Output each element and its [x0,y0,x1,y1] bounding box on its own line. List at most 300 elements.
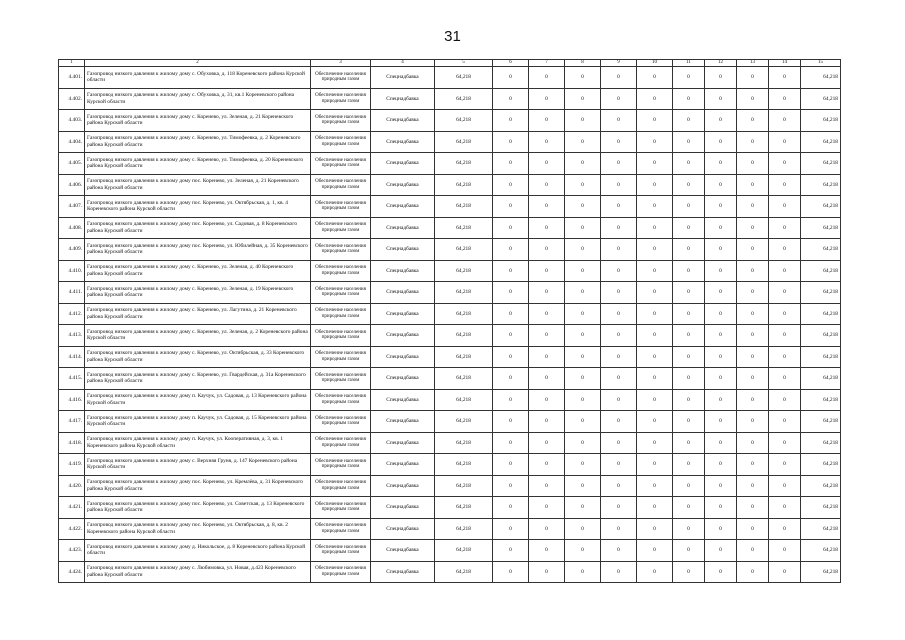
goal-cell: Обеспечение населения природным газом [311,260,371,282]
value-cell: 0 [529,475,565,497]
value-cell: 64,218 [435,260,493,282]
total-cell: 64,218 [801,110,841,132]
column-header: 3 [311,60,371,67]
row-number: 4.410. [59,260,85,282]
value-cell: 0 [565,110,601,132]
value-cell: 0 [769,497,801,519]
value-cell: 0 [565,88,601,110]
goal-cell: Обеспечение населения природным газом [311,282,371,304]
value-cell: 0 [769,475,801,497]
value-cell: 0 [493,518,529,540]
table-row [59,217,841,239]
row-number: 4.418. [59,432,85,454]
table-row [59,475,841,497]
value-cell: 0 [565,561,601,583]
table-row [59,540,841,562]
column-header: 8 [565,60,601,67]
value-cell: 0 [601,131,637,153]
value-cell: 0 [601,282,637,304]
funding-source: Спецнадбавка [371,325,435,347]
goal-cell: Обеспечение населения природным газом [311,368,371,390]
table-row [59,110,841,132]
value-cell: 0 [529,454,565,476]
value-cell: 0 [565,389,601,411]
object-name: Газопровод низкого давления к жилому дому п. Каучук, ул. Кооперативная, д. 3, кв. 1 Кореневского района Курской области [85,432,311,454]
table-row [59,131,841,153]
value-cell: 0 [737,325,769,347]
value-cell: 0 [769,454,801,476]
funding-source: Спецнадбавка [371,131,435,153]
funding-source: Спецнадбавка [371,454,435,476]
table-row [59,239,841,261]
value-cell: 0 [637,88,673,110]
value-cell: 0 [705,282,737,304]
total-cell: 64,218 [801,561,841,583]
object-name: Газопровод низкого давления к жилому дому с. Обуховка, д. 31, кв.1 Кореневского района Курской области [85,88,311,110]
total-cell: 64,218 [801,368,841,390]
total-cell: 64,218 [801,303,841,325]
column-header: 13 [737,60,769,67]
column-header: 7 [529,60,565,67]
value-cell: 0 [673,518,705,540]
value-cell: 64,218 [435,368,493,390]
value-cell: 0 [529,153,565,175]
goal-cell: Обеспечение населения природным газом [311,131,371,153]
value-cell: 0 [737,239,769,261]
goal-cell: Обеспечение населения природным газом [311,561,371,583]
row-number: 4.405. [59,153,85,175]
value-cell: 0 [493,131,529,153]
value-cell: 0 [565,540,601,562]
value-cell: 0 [637,239,673,261]
value-cell: 0 [673,67,705,89]
funding-source: Спецнадбавка [371,196,435,218]
value-cell: 64,218 [435,454,493,476]
value-cell: 0 [705,454,737,476]
total-cell: 64,218 [801,411,841,433]
row-number: 4.413. [59,325,85,347]
row-number: 4.403. [59,110,85,132]
value-cell: 0 [705,217,737,239]
value-cell: 0 [493,475,529,497]
value-cell: 0 [737,454,769,476]
value-cell: 0 [565,260,601,282]
value-cell: 0 [637,260,673,282]
table-row [59,174,841,196]
value-cell: 0 [737,131,769,153]
object-name: Газопровод низкого давления к жилому дому с. Коренево, ул. Зеленая, д. 19 Кореневского района Курской области [85,282,311,304]
value-cell: 0 [529,110,565,132]
goal-cell: Обеспечение населения природным газом [311,88,371,110]
value-cell: 0 [769,239,801,261]
value-cell: 0 [601,475,637,497]
value-cell: 0 [565,196,601,218]
value-cell: 0 [637,67,673,89]
value-cell: 0 [493,88,529,110]
funding-source: Спецнадбавка [371,217,435,239]
value-cell: 0 [737,411,769,433]
goal-cell: Обеспечение населения природным газом [311,174,371,196]
value-cell: 0 [493,411,529,433]
value-cell: 0 [493,174,529,196]
value-cell: 0 [705,88,737,110]
value-cell: 0 [493,454,529,476]
value-cell: 0 [737,368,769,390]
value-cell: 0 [673,389,705,411]
value-cell: 0 [493,561,529,583]
total-cell: 64,218 [801,454,841,476]
row-number: 4.416. [59,389,85,411]
value-cell: 0 [737,432,769,454]
value-cell: 0 [565,497,601,519]
value-cell: 0 [601,88,637,110]
row-number: 4.419. [59,454,85,476]
value-cell: 0 [601,67,637,89]
value-cell: 64,218 [435,518,493,540]
goal-cell: Обеспечение населения природным газом [311,497,371,519]
value-cell: 0 [529,282,565,304]
value-cell: 0 [529,196,565,218]
value-cell: 0 [637,411,673,433]
value-cell: 0 [493,282,529,304]
value-cell: 0 [637,217,673,239]
value-cell: 0 [673,497,705,519]
row-number: 4.401. [59,67,85,89]
value-cell: 0 [705,239,737,261]
column-header: 15 [801,60,841,67]
object-name: Газопровод низкого давления к жилому дому с. Коренево, ул. Тимофеевка, д. 2 Кореневского района Курской области [85,131,311,153]
column-header: 9 [601,60,637,67]
value-cell: 0 [637,346,673,368]
row-number: 4.412. [59,303,85,325]
row-number: 4.408. [59,217,85,239]
value-cell: 0 [737,67,769,89]
value-cell: 0 [637,196,673,218]
value-cell: 0 [565,346,601,368]
value-cell: 0 [565,432,601,454]
value-cell: 0 [565,239,601,261]
value-cell: 0 [769,368,801,390]
goal-cell: Обеспечение населения природным газом [311,67,371,89]
value-cell: 64,218 [435,325,493,347]
object-name: Газопровод низкого давления к жилому дому с. Коренево, ул. Тимофеевка, д. 20 Кореневского района Курской области [85,153,311,175]
value-cell: 0 [601,518,637,540]
value-cell: 0 [565,131,601,153]
value-cell: 0 [637,454,673,476]
value-cell: 0 [529,239,565,261]
value-cell: 0 [769,131,801,153]
funding-source: Спецнадбавка [371,239,435,261]
value-cell: 0 [737,196,769,218]
value-cell: 0 [637,303,673,325]
value-cell: 0 [769,217,801,239]
value-cell: 0 [601,346,637,368]
object-name: Газопровод низкого давления к жилому дому пос. Коренево, ул. Октябрьская, д. 8, кв. 2 Кореневского района Курской области [85,518,311,540]
funding-source: Спецнадбавка [371,561,435,583]
value-cell: 0 [601,389,637,411]
total-cell: 64,218 [801,153,841,175]
column-header: 12 [705,60,737,67]
row-number: 4.409. [59,239,85,261]
total-cell: 64,218 [801,346,841,368]
value-cell: 0 [705,110,737,132]
value-cell: 0 [601,497,637,519]
column-header: 2 [85,60,311,67]
value-cell: 0 [493,346,529,368]
total-cell: 64,218 [801,540,841,562]
value-cell: 0 [769,153,801,175]
total-cell: 64,218 [801,131,841,153]
value-cell: 0 [493,260,529,282]
value-cell: 0 [673,88,705,110]
value-cell: 0 [493,67,529,89]
object-name: Газопровод низкого давления к жилому дому с. Коренево, ул. Октябрьская, д. 33 Кореневского района Курской области [85,346,311,368]
value-cell: 0 [705,475,737,497]
value-cell: 0 [637,174,673,196]
value-cell: 0 [637,561,673,583]
row-number: 4.407. [59,196,85,218]
total-cell: 64,218 [801,518,841,540]
object-name: Газопровод низкого давления к жилому дому с. Коренево, ул. Гвардейская, д. 31а Кореневского района Курской области [85,368,311,390]
value-cell: 0 [565,475,601,497]
value-cell: 0 [493,389,529,411]
row-number: 4.417. [59,411,85,433]
goal-cell: Обеспечение населения природным газом [311,518,371,540]
funding-source: Спецнадбавка [371,432,435,454]
goal-cell: Обеспечение населения природным газом [311,432,371,454]
value-cell: 0 [565,217,601,239]
total-cell: 64,218 [801,217,841,239]
value-cell: 0 [493,540,529,562]
object-name: Газопровод низкого давления к жилому дому с. Коренево, ул. Зеленая, д. 40 Кореневского района Курской области [85,260,311,282]
value-cell: 0 [673,174,705,196]
value-cell: 0 [529,67,565,89]
value-cell: 0 [673,325,705,347]
value-cell: 64,218 [435,432,493,454]
value-cell: 0 [769,432,801,454]
total-cell: 64,218 [801,260,841,282]
value-cell: 0 [601,174,637,196]
table-row [59,346,841,368]
table-row [59,88,841,110]
value-cell: 0 [493,239,529,261]
value-cell: 64,218 [435,497,493,519]
row-number: 4.420. [59,475,85,497]
value-cell: 0 [705,561,737,583]
value-cell: 0 [673,368,705,390]
column-header: 14 [769,60,801,67]
value-cell: 64,218 [435,174,493,196]
funding-source: Спецнадбавка [371,497,435,519]
goal-cell: Обеспечение населения природным газом [311,411,371,433]
value-cell: 0 [565,368,601,390]
object-name: Газопровод низкого давления к жилому дому пос. Коренево, ул. Зеленая, д. 21 Кореневского района Курской области [85,174,311,196]
value-cell: 0 [737,153,769,175]
table-row [59,153,841,175]
value-cell: 0 [493,110,529,132]
goal-cell: Обеспечение населения природным газом [311,239,371,261]
value-cell: 0 [705,131,737,153]
value-cell: 0 [673,153,705,175]
value-cell: 0 [705,303,737,325]
value-cell: 0 [637,475,673,497]
value-cell: 0 [601,196,637,218]
row-number: 4.404. [59,131,85,153]
value-cell: 0 [493,196,529,218]
value-cell: 0 [529,88,565,110]
row-number: 4.415. [59,368,85,390]
total-cell: 64,218 [801,497,841,519]
object-name: Газопровод низкого давления к жилому дому с. Любимовка, ул. Новая, д.423 Кореневского района Курской области [85,561,311,583]
value-cell: 0 [705,325,737,347]
object-name: Газопровод низкого давления к жилому дому пос. Коренево, ул. Юбилейная, д. 35 Кореневского района Курской области [85,239,311,261]
goal-cell: Обеспечение населения природным газом [311,217,371,239]
value-cell: 0 [529,540,565,562]
goal-cell: Обеспечение населения природным газом [311,346,371,368]
value-cell: 0 [601,303,637,325]
value-cell: 0 [493,325,529,347]
value-cell: 0 [601,217,637,239]
funding-source: Спецнадбавка [371,518,435,540]
value-cell: 0 [637,325,673,347]
object-name: Газопровод низкого давления к жилому дому пос. Коренево, ул. Советская, д. 13 Кореневского района Курской области [85,497,311,519]
value-cell: 0 [565,153,601,175]
value-cell: 0 [529,303,565,325]
total-cell: 64,218 [801,67,841,89]
value-cell: 0 [705,67,737,89]
value-cell: 0 [601,325,637,347]
page-number: 31 [444,28,461,45]
object-name: Газопровод низкого давления к жилому дому с. Коренево, ул. Лагутина, д. 21 Кореневского района Курской области [85,303,311,325]
total-cell: 64,218 [801,389,841,411]
value-cell: 0 [529,346,565,368]
goal-cell: Обеспечение населения природным газом [311,196,371,218]
value-cell: 0 [493,497,529,519]
value-cell: 0 [673,561,705,583]
row-number: 4.402. [59,88,85,110]
value-cell: 0 [769,174,801,196]
value-cell: 0 [673,475,705,497]
object-name: Газопровод низкого давления к жилому дому с. Верхняя Груня, д. 147 Кореневского района Курской области [85,454,311,476]
object-name: Газопровод низкого давления к жилому дому с. Коренево, ул. Зеленая, д. 21 Кореневского района Курской области [85,110,311,132]
value-cell: 0 [705,411,737,433]
value-cell: 0 [737,389,769,411]
value-cell: 0 [705,518,737,540]
value-cell: 0 [769,110,801,132]
goal-cell: Обеспечение населения природным газом [311,153,371,175]
value-cell: 0 [769,325,801,347]
column-header: 10 [637,60,673,67]
value-cell: 0 [673,131,705,153]
column-header: 6 [493,60,529,67]
funding-source: Спецнадбавка [371,368,435,390]
funding-source: Спецнадбавка [371,174,435,196]
value-cell: 64,218 [435,561,493,583]
value-cell: 0 [705,174,737,196]
value-cell: 0 [637,540,673,562]
value-cell: 0 [769,540,801,562]
goal-cell: Обеспечение населения природным газом [311,454,371,476]
value-cell: 0 [673,196,705,218]
table-row [59,67,841,89]
total-cell: 64,218 [801,239,841,261]
value-cell: 0 [769,389,801,411]
value-cell: 0 [705,497,737,519]
value-cell: 0 [769,303,801,325]
value-cell: 0 [737,88,769,110]
value-cell: 0 [637,389,673,411]
value-cell: 0 [637,432,673,454]
value-cell: 0 [529,518,565,540]
value-cell: 0 [705,389,737,411]
object-name: Газопровод низкого давления к жилому дому д. Никольское, д. 8 Кореневского района Курской области [85,540,311,562]
value-cell: 64,218 [435,67,493,89]
value-cell: 0 [493,303,529,325]
value-cell: 0 [673,411,705,433]
value-cell: 0 [565,174,601,196]
value-cell: 0 [493,217,529,239]
table-header-row [59,60,841,67]
value-cell: 0 [673,260,705,282]
value-cell: 0 [673,239,705,261]
table-row [59,260,841,282]
total-cell: 64,218 [801,174,841,196]
value-cell: 0 [737,110,769,132]
goal-cell: Обеспечение населения природным газом [311,475,371,497]
column-header: 5 [435,60,493,67]
funding-source: Спецнадбавка [371,389,435,411]
value-cell: 64,218 [435,411,493,433]
value-cell: 0 [601,153,637,175]
value-cell: 0 [637,497,673,519]
value-cell: 0 [673,346,705,368]
table-row [59,368,841,390]
total-cell: 64,218 [801,282,841,304]
value-cell: 0 [673,454,705,476]
value-cell: 0 [601,411,637,433]
value-cell: 0 [601,561,637,583]
value-cell: 0 [673,432,705,454]
column-header: 11 [673,60,705,67]
total-cell: 64,218 [801,432,841,454]
value-cell: 0 [673,540,705,562]
value-cell: 0 [565,325,601,347]
value-cell: 0 [769,411,801,433]
value-cell: 64,218 [435,346,493,368]
row-number: 4.423. [59,540,85,562]
value-cell: 0 [705,432,737,454]
goal-cell: Обеспечение населения природным газом [311,540,371,562]
value-cell: 0 [493,432,529,454]
table-row [59,497,841,519]
value-cell: 0 [637,518,673,540]
value-cell: 0 [565,303,601,325]
value-cell: 0 [705,260,737,282]
value-cell: 0 [529,260,565,282]
value-cell: 0 [673,217,705,239]
table-row [59,325,841,347]
value-cell: 0 [705,368,737,390]
value-cell: 0 [637,153,673,175]
value-cell: 0 [637,131,673,153]
table-row [59,303,841,325]
column-header: 1 [59,60,85,67]
value-cell: 0 [637,282,673,304]
value-cell: 0 [529,325,565,347]
funding-source: Спецнадбавка [371,282,435,304]
value-cell: 0 [529,411,565,433]
value-cell: 0 [737,497,769,519]
